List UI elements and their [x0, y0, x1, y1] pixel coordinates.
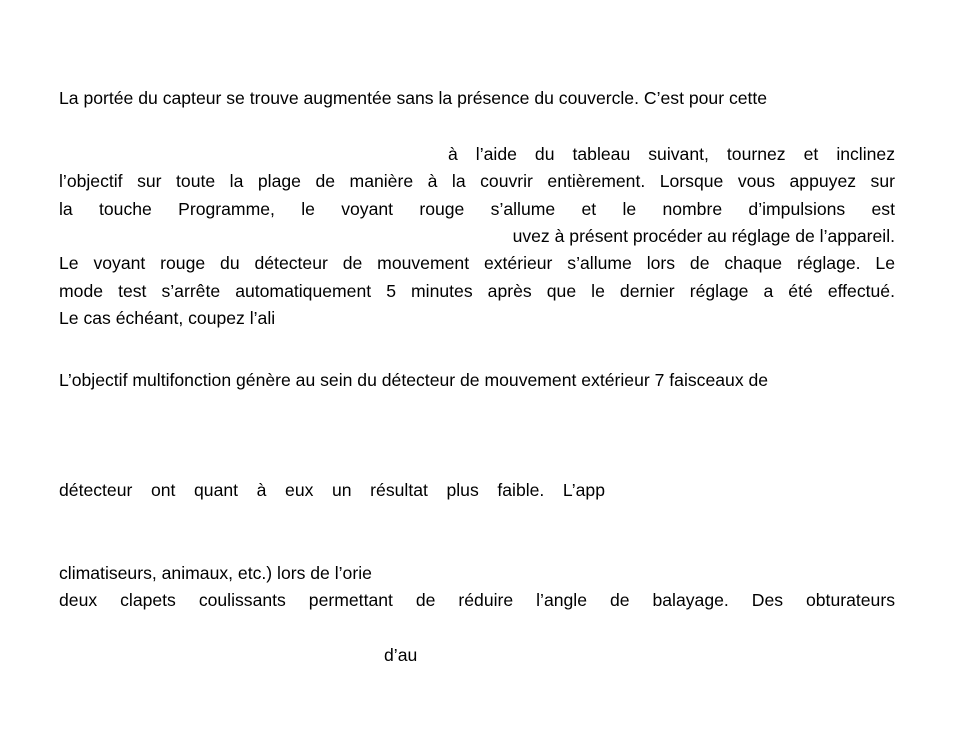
text-line-2: à l’aide du tableau suivant, tournez et inclinez	[448, 144, 895, 164]
text-line-11: climatiseurs, animaux, etc.) lors de l’orie	[59, 563, 372, 583]
text-line-8: Le cas échéant, coupez l’ali	[59, 308, 276, 328]
text-line-3: l’objectif sur toute la plage de manière à la couvrir entièrement. Lorsque vous appuyez sur	[59, 171, 895, 191]
text-line-1: La portée du capteur se trouve augmentée sans la présence du couvercle. C’est pour cette	[59, 88, 768, 108]
text-line-5: uvez à présent procéder au réglage de l’appareil.	[512, 226, 895, 246]
text-line-4: la touche Programme, le voyant rouge s’allume et le nombre d’impulsions est	[59, 199, 895, 219]
text-line-6: Le voyant rouge du détecteur de mouvement extérieur s’allume lors de chaque réglage. Le	[59, 253, 895, 273]
text-line-7: mode test s’arrête automatiquement 5 minutes après que le dernier réglage a été effectué.	[59, 281, 895, 301]
text-line-12: deux clapets coulissants permettant de réduire l’angle de balayage. Des obturateurs	[59, 590, 895, 610]
text-line-9: L’objectif multifonction génère au sein du détecteur de mouvement extérieur 7 faisceaux de	[59, 370, 769, 390]
text-line-10: détecteur ont quant à eux un résultat plus faible. L’app	[59, 480, 605, 500]
text-line-13: d’au	[384, 645, 418, 665]
